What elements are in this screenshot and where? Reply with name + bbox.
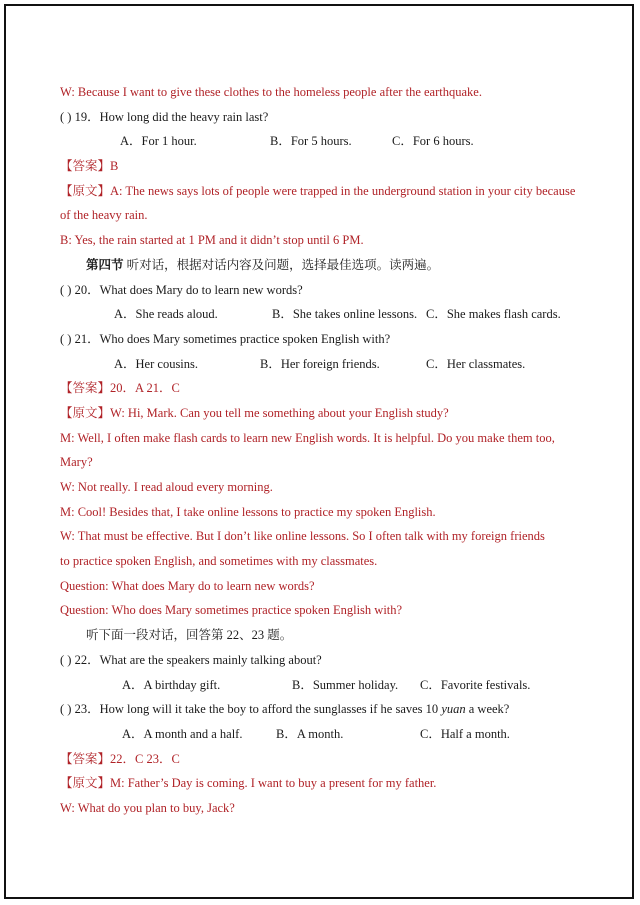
transcript-line: B: Yes, the rain started at 1 PM and it didn’t stop until 6 PM. xyxy=(60,233,364,248)
section-4-heading xyxy=(60,253,600,278)
document-page xyxy=(4,4,634,899)
question-23-currency: yuan xyxy=(441,702,466,717)
option-b: B．She takes online lessons. xyxy=(272,307,418,322)
transcript-line: M: Cool! Besides that, I take online lessons to practice my spoken English. xyxy=(60,504,436,519)
option-a: A．A birthday gift. xyxy=(122,677,221,692)
question-20-options xyxy=(60,302,600,327)
option-a: A．For 1 hour. xyxy=(120,134,197,149)
transcript-line: W: What do you plan to buy, Jack? xyxy=(60,800,235,815)
transcript-line: M: Well, I often make flash cards to learn new English words. It is helpful. Do you make them too, xyxy=(60,430,555,445)
questions-22-23-intro: 听下面一段对话，回答第 22、23 题。 xyxy=(86,628,293,643)
option-c: C．For 6 hours. xyxy=(392,134,474,149)
transcript-line: W: Because I want to give these clothes to the homeless people after the earthquake. xyxy=(60,85,482,99)
transcript-line: 【原文】A: The news says lots of people were trapped in the underground station in your city because xyxy=(60,183,576,198)
section-4-label: 第四节 xyxy=(86,257,124,272)
question-23-text: ( ) 23．How long will it take the boy to afford the sunglasses if he saves 10 xyxy=(60,702,442,717)
option-a: A．She reads aloud. xyxy=(114,307,218,322)
transcript-line: Mary? xyxy=(60,455,93,470)
document-content xyxy=(60,80,600,821)
question-23-text-end: a week? xyxy=(465,702,510,717)
option-c: C．Favorite festivals. xyxy=(420,677,531,692)
section-4-instructions: 听对话，根据对话内容及问题，选择最佳选项。读两遍。 xyxy=(126,257,440,272)
question-21-options xyxy=(60,352,600,377)
answer-19: 【答案】B xyxy=(60,159,119,174)
question-22: ( ) 22．What are the speakers mainly talking about? xyxy=(60,652,322,667)
transcript-line: Question: Who does Mary sometimes practice spoken English with? xyxy=(60,603,403,618)
option-c: C．Half a month. xyxy=(420,726,510,741)
option-c: C．Her classmates. xyxy=(426,356,526,371)
option-b: B．Summer holiday. xyxy=(292,677,399,692)
question-21: ( ) 21．Who does Mary sometimes practice spoken English with? xyxy=(60,331,391,346)
question-23 xyxy=(60,697,600,722)
option-b: B．For 5 hours. xyxy=(270,134,352,149)
transcript-line: W: Not really. I read aloud every morning. xyxy=(60,480,273,494)
transcript-line: of the heavy rain. xyxy=(60,208,148,223)
answer-22-23: 【答案】22．C 23．C xyxy=(60,751,180,766)
option-b: B．Her foreign friends. xyxy=(260,356,380,371)
question-22-options xyxy=(60,673,600,698)
question-19-options xyxy=(60,129,600,154)
option-a: A．A month and a half. xyxy=(122,726,243,741)
option-c: C．She makes flash cards. xyxy=(426,307,561,322)
answer-20-21: 【答案】20．A 21．C xyxy=(60,381,180,396)
question-23-options xyxy=(60,722,600,747)
question-20: ( ) 20．What does Mary do to learn new words? xyxy=(60,282,303,297)
transcript-line: W: That must be effective. But I don’t like online lessons. So I often talk with my foreign friends xyxy=(60,529,545,544)
transcript-line: 【原文】W: Hi, Mark. Can you tell me something about your English study? xyxy=(60,405,449,420)
option-b: B．A month. xyxy=(276,726,344,741)
transcript-line: to practice spoken English, and sometimes with my classmates. xyxy=(60,554,378,569)
transcript-line: Question: What does Mary do to learn new words? xyxy=(60,578,315,593)
question-19: ( ) 19．How long did the heavy rain last? xyxy=(60,109,269,124)
option-a: A．Her cousins. xyxy=(114,356,199,371)
transcript-line: 【原文】M: Father’s Day is coming. I want to buy a present for my father. xyxy=(60,776,437,791)
